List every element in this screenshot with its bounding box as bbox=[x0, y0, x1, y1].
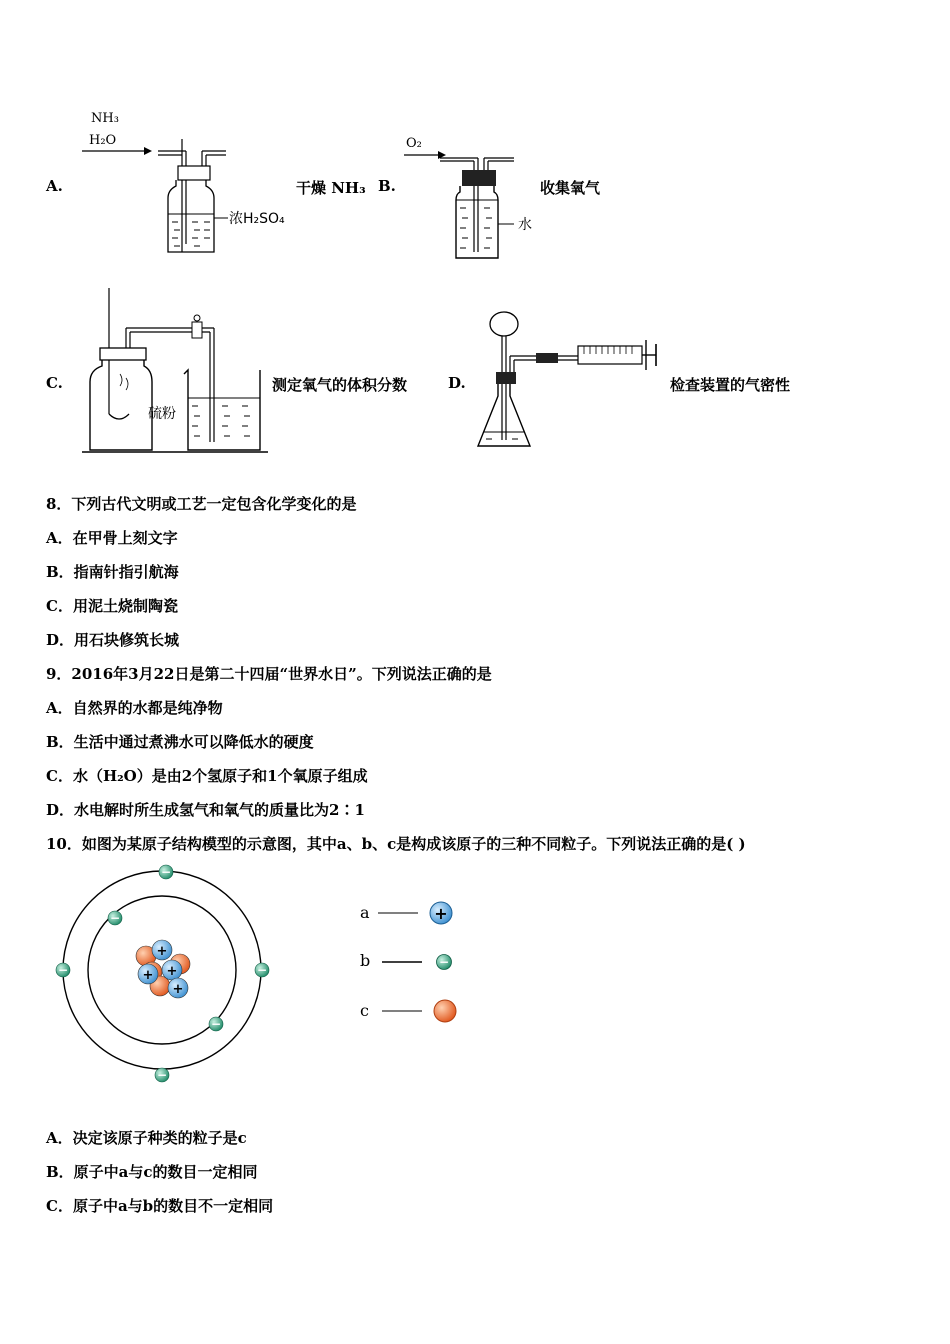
legend-item-c bbox=[360, 1000, 456, 1022]
rubber-tube bbox=[536, 353, 558, 363]
q8-option-a: A．在甲骨上刻文字 bbox=[46, 529, 178, 547]
legend-symbol-b: − bbox=[438, 955, 450, 969]
option-a-caption: 干燥 NH₃ bbox=[296, 179, 366, 197]
beaker bbox=[184, 370, 260, 450]
q8-stem: 8．下列古代文明或工艺一定包含化学变化的是 bbox=[46, 495, 357, 513]
syringe bbox=[578, 346, 642, 364]
concentrated-sulfuric-acid-label: 浓H₂SO₄ bbox=[229, 211, 285, 227]
svg-text:+: + bbox=[156, 944, 168, 959]
legend-item-b bbox=[360, 951, 452, 970]
legend-key-c: c bbox=[360, 1001, 369, 1020]
svg-text:−: − bbox=[256, 963, 268, 977]
reaction-bottle bbox=[90, 360, 152, 450]
option-c-caption: 测定氧气的体积分数 bbox=[272, 376, 408, 394]
neutron-symbol bbox=[434, 1000, 456, 1022]
svg-text:−: − bbox=[109, 911, 121, 925]
q9-option-d: D．水电解时所生成氢气和氧气的质量比为2∶1 bbox=[46, 801, 365, 819]
q10-option-a: A．决定该原子种类的粒子是c bbox=[46, 1129, 247, 1147]
svg-text:+: + bbox=[166, 964, 178, 979]
svg-text:+: + bbox=[142, 968, 154, 983]
gas-bottle bbox=[456, 186, 498, 258]
oxygen-collection-apparatus-figure bbox=[400, 130, 550, 265]
o2-label: O₂ bbox=[406, 136, 422, 151]
legend-key-b: b bbox=[360, 951, 371, 970]
wash-bottle bbox=[168, 180, 214, 252]
svg-text:+: + bbox=[172, 982, 184, 997]
q9-option-c: C．水（H₂O）是由2个氢原子和1个氧原子组成 bbox=[46, 767, 368, 785]
q9-option-b: B．生活中通过煮沸水可以降低水的硬度 bbox=[46, 733, 314, 751]
option-a-letter: A. bbox=[46, 177, 63, 195]
option-b-caption: 收集氧气 bbox=[540, 179, 601, 197]
tube-clamp bbox=[192, 322, 202, 338]
q8-option-d: D．用石块修筑长城 bbox=[46, 631, 180, 649]
q9-stem: 9．2016年3月22日是第二十四届“世界水日”。下列说法正确的是 bbox=[46, 665, 492, 683]
option-c-letter: C. bbox=[46, 374, 63, 392]
legend-key-a: a bbox=[360, 903, 370, 922]
q10-option-c: C．原子中a与b的数目不一定相同 bbox=[46, 1197, 274, 1215]
nh3-label: NH₃ bbox=[91, 111, 119, 126]
rubber-stopper bbox=[462, 170, 496, 186]
q10-stem: 10．如图为某原子结构模型的示意图，其中a、b、c是构成该原子的三种不同粒子。下列说法正确的是( ) bbox=[46, 835, 746, 853]
legend-symbol-a: + bbox=[434, 904, 448, 923]
svg-text:−: − bbox=[57, 963, 69, 977]
oxygen-volume-apparatus-figure bbox=[82, 286, 272, 458]
legend-item-a bbox=[360, 902, 452, 924]
svg-text:−: − bbox=[160, 865, 172, 879]
nucleus bbox=[136, 940, 190, 998]
svg-text:−: − bbox=[210, 1017, 222, 1031]
option-d-caption: 检查装置的气密性 bbox=[670, 376, 791, 394]
combustion-spoon bbox=[109, 414, 129, 419]
q9-option-a: A．自然界的水都是纯净物 bbox=[46, 699, 223, 717]
q8-option-c: C．用泥土烧制陶瓷 bbox=[46, 597, 178, 615]
particle-legend bbox=[352, 892, 472, 1030]
conical-flask bbox=[478, 384, 530, 446]
atom-model-figure bbox=[48, 862, 288, 1090]
airtightness-check-apparatus-figure bbox=[470, 300, 670, 458]
separatory-funnel bbox=[490, 312, 518, 336]
gas-drying-apparatus-figure bbox=[78, 104, 298, 264]
sulfur-powder-label: 硫粉 bbox=[148, 406, 176, 422]
h2o-label: H₂O bbox=[89, 133, 117, 148]
q8-option-b: B．指南针指引航海 bbox=[46, 563, 179, 581]
q10-option-b: B．原子中a与c的数目一定相同 bbox=[46, 1163, 258, 1181]
option-d-letter: D. bbox=[448, 374, 466, 392]
water-label: 水 bbox=[518, 217, 532, 233]
svg-text:−: − bbox=[156, 1068, 168, 1082]
option-b-letter: B. bbox=[378, 177, 396, 195]
